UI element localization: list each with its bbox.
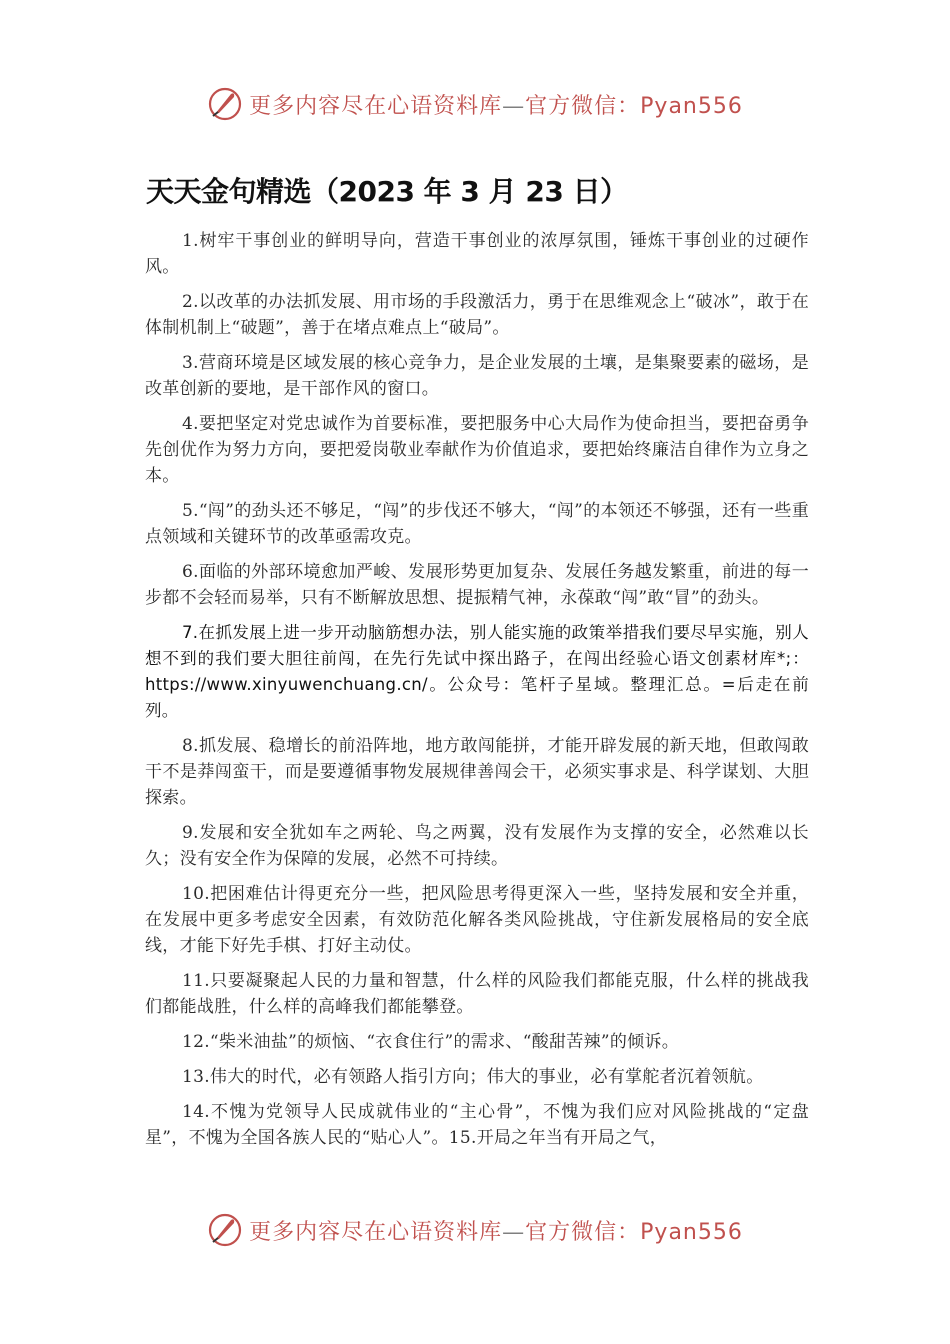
banner-text (249, 1215, 743, 1246)
paragraph-1: 1.树牢干事创业的鲜明导向，营造干事创业的浓厚氛围，锤炼干事创业的过硬作风。 (145, 231, 809, 277)
paragraph-4: 4.要把坚定对党忠诚作为首要标准，要把服务中心大局作为使命担当，要把奋勇争先创优作为努力方向，要把爱岗敬业奉献作为价值追求，要把始终廉洁自律作为立身之本。 (145, 414, 809, 486)
banner-wechat-id: Pyan556 (640, 93, 743, 119)
paragraph-13: 13.伟大的时代，必有领路人指引方向；伟大的事业，必有掌舵者沉着领航。 (182, 1067, 764, 1087)
quill-pen-logo-icon (207, 1212, 243, 1248)
quill-pen-logo-icon (207, 86, 243, 122)
banner-brand: 更多内容尽在心语资料库 (249, 93, 503, 119)
paragraph-6: 6.面临的外部环境愈加严峻、发展形势更加复杂、发展任务越发繁重，前进的每一步都不会轻而易举，只有不断解放思想、提振精气神，永葆敢“闯”敢“冒”的劲头。 (145, 562, 809, 608)
banner-wechat-label: 官方微信： (525, 1219, 641, 1245)
paragraph-12: 12.“柴米油盐”的烦恼、“衣食住行”的需求、“酸甜苦辣”的倾诉。 (182, 1032, 680, 1052)
paragraph-5: 5.“闯”的劲头还不够足，“闯”的步伐还不够大，“闯”的本领还不够强，还有一些重点领域和关键环节的改革亟需攻克。 (145, 501, 809, 547)
paragraph-8: 8.抓发展、稳增长的前沿阵地，地方敢闯能拼，才能开辟发展的新天地，但敢闯敢干不是莽闯蛮干，而是要遵循事物发展规律善闯会干，必须实事求是、科学谋划、大胆探索。 (145, 736, 809, 808)
header-banner (0, 82, 950, 126)
banner-brand: 更多内容尽在心语资料库 (249, 1219, 503, 1245)
paragraph-7: 7.在抓发展上进一步开动脑筋想办法，别人能实施的政策举措我们要尽早实施，别人想不到的我们要大胆往前闯，在先行先试中探出路子，在闯出经验心语文创素材库*;：https://www.xinyuwenchuang.cn/。公众号：笔杆子星域。整理汇总。=后走在前列。 (145, 623, 809, 720)
banner-wechat-id: Pyan556 (640, 1219, 743, 1245)
banner-wechat-label: 官方微信： (525, 93, 641, 119)
banner-dash: — (502, 93, 526, 119)
paragraph-2: 2.以改革的办法抓发展、用市场的手段激活力，勇于在思维观念上“破冰”，敢于在体制机制上“破题”，善于在堵点难点上“破局”。 (145, 292, 809, 338)
document-body (145, 228, 809, 1160)
document-title: 天天金句精选（2023 年 3 月 23 日） (146, 175, 628, 208)
paragraph-3: 3.营商环境是区域发展的核心竞争力，是企业发展的土壤，是集聚要素的磁场，是改革创新的要地，是干部作风的窗口。 (145, 353, 809, 399)
banner-dash: — (502, 1219, 526, 1245)
paragraph-10: 10.把困难估计得更充分一些，把风险思考得更深入一些，坚持发展和安全并重，在发展中更多考虑安全因素，有效防范化解各类风险挑战，守住新发展格局的安全底线，才能下好先手棋、打好主动仗。 (145, 884, 809, 956)
banner-text (249, 89, 743, 120)
footer-banner (0, 1208, 950, 1252)
paragraph-11: 11.只要凝聚起人民的力量和智慧，什么样的风险我们都能克服，什么样的挑战我们都能战胜，什么样的高峰我们都能攀登。 (145, 971, 809, 1017)
paragraph-14: 14.不愧为党领导人民成就伟业的“主心骨”，不愧为我们应对风险挑战的“定盘星”，不愧为全国各族人民的“贴心人”。15.开局之年当有开局之气， (145, 1102, 809, 1148)
paragraph-9: 9.发展和安全犹如车之两轮、鸟之两翼，没有发展作为支撑的安全，必然难以长久；没有安全作为保障的发展，必然不可持续。 (145, 823, 809, 869)
